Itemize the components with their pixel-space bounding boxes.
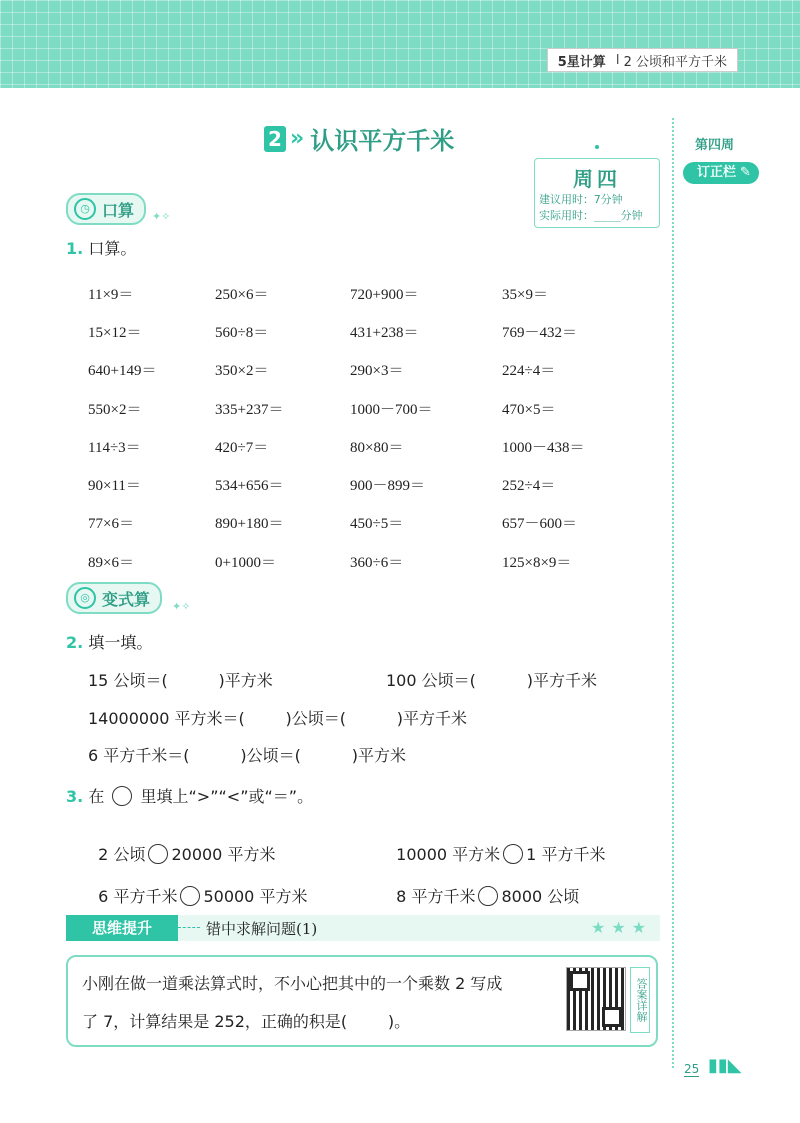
answer-explain-label: 答案详解 (630, 967, 650, 1033)
thinking-bar (66, 915, 660, 941)
day-frame (534, 158, 660, 228)
series-label: 5星计算 (557, 54, 606, 70)
compare-b-right: 1 平方千米 (526, 845, 606, 864)
answer-circle[interactable] (180, 886, 200, 906)
oral-item: 15×12＝ (88, 324, 142, 341)
oral-item: 80×80＝ (350, 439, 404, 456)
lesson-title-text: 认识平方千米 (310, 127, 455, 155)
oral-item: 252÷4＝ (502, 478, 556, 495)
oral-row (88, 389, 628, 427)
oral-item: 560÷8＝ (215, 324, 269, 341)
oral-item: 420÷7＝ (215, 439, 269, 456)
oral-item: 11×9＝ (88, 286, 134, 303)
hang-dot (595, 145, 599, 149)
compare-c (88, 865, 307, 907)
oral-row (88, 312, 628, 350)
compare-b (386, 823, 605, 865)
correction-column-line (672, 118, 675, 1068)
thinking-subtitle: 错中求解问题(1) (206, 920, 318, 938)
oral-item: 900－899＝ (350, 478, 426, 495)
answer-circle[interactable] (478, 886, 498, 906)
question-1-text: 口算。 (88, 239, 137, 258)
answer-circle[interactable] (148, 844, 168, 864)
oral-item: 431+238＝ (350, 324, 419, 341)
dash-divider (178, 927, 200, 928)
oral-item: 250×6＝ (215, 286, 269, 303)
oral-grid (88, 274, 628, 580)
compare-d-left: 8 平方千米 (396, 887, 476, 906)
pencil-icon: ✎ (740, 165, 751, 180)
compare-c-right: 50000 平方米 (203, 887, 308, 906)
question-3-pre: 在 (88, 787, 105, 806)
blank-circle-icon (112, 786, 132, 806)
page-header-band (0, 0, 800, 88)
question-1 (66, 236, 136, 259)
compare-c-left: 6 平方千米 (98, 887, 178, 906)
oral-item: 534+656＝ (215, 478, 284, 495)
oral-row (88, 465, 628, 503)
sparkle-icon: ✦✧ (152, 210, 171, 223)
section-oral-badge (66, 193, 146, 225)
fill-line-3: 6 平方千米＝( )公顷＝( )平方米 (88, 746, 406, 765)
star-rating-icon: ★★★ (590, 918, 652, 937)
oral-item: 769－432＝ (502, 324, 578, 341)
oral-item: 360÷6＝ (350, 554, 404, 571)
problem-box (66, 955, 658, 1047)
oral-item: 1000－438＝ (502, 439, 585, 456)
correction-tag (683, 162, 759, 184)
oral-item: 290×3＝ (350, 363, 404, 380)
oral-row (88, 542, 628, 580)
oral-item: 35×9＝ (502, 286, 548, 303)
question-3-number: 3. (66, 787, 84, 806)
thinking-label: 思维提升 (66, 915, 178, 941)
section-variant-label: 变式算 (102, 589, 151, 609)
target-icon: ◎ (74, 587, 96, 609)
lesson-title (264, 121, 454, 156)
oral-item: 224÷4＝ (502, 363, 556, 380)
books-icon: ▮▮◣ (708, 1055, 742, 1076)
question-1-number: 1. (66, 239, 84, 258)
chapter-tag (547, 48, 738, 72)
oral-item: 125×8×9＝ (502, 554, 572, 571)
sparkle-icon: ✦✧ (172, 600, 191, 613)
oral-item: 89×6＝ (88, 554, 134, 571)
oral-item: 720+900＝ (350, 286, 419, 303)
oral-item: 335+237＝ (215, 401, 284, 418)
compare-a (88, 823, 275, 865)
oral-item: 470×5＝ (502, 401, 556, 418)
oral-row (88, 274, 628, 312)
compare-b-left: 10000 平方米 (396, 845, 501, 864)
chevron-icon: » (290, 126, 305, 151)
section-variant-badge (66, 582, 162, 614)
section-oral-label: 口算 (102, 200, 135, 220)
day-name: 周四 (573, 167, 621, 191)
stopwatch-icon: ◷ (74, 198, 96, 220)
oral-row (88, 427, 628, 465)
question-3-post: 里填上“>”“<”或“＝”。 (140, 787, 314, 806)
question-2-text: 填一填。 (88, 633, 153, 652)
fill-line-2: 14000000 平方米＝( )公顷＝( )平方千米 (88, 709, 468, 728)
qr-code-icon[interactable] (566, 967, 626, 1031)
fill-line-1b: 100 公顷＝( )平方千米 (386, 671, 597, 690)
page-number: 25 (684, 1062, 700, 1076)
lesson-number: 2 (264, 126, 286, 152)
compare-d-right: 8000 公顷 (501, 887, 580, 906)
problem-line-2: 了 7，计算结果是 252，正确的积是( )。 (82, 1012, 411, 1031)
oral-item: 890+180＝ (215, 516, 284, 533)
problem-line-1: 小刚在做一道乘法算式时，不小心把其中的一个乘数 2 写成 (82, 974, 503, 993)
oral-item: 90×11＝ (88, 478, 141, 495)
compare-d (386, 865, 579, 907)
fill-line-1a: 15 公顷＝( )平方米 (88, 671, 273, 690)
chapter-label: 2 公顷和平方千米 (623, 54, 727, 70)
oral-item: 550×2＝ (88, 401, 142, 418)
separator: I (615, 52, 620, 68)
question-2-number: 2. (66, 633, 84, 652)
week-label: 第四周 (695, 138, 735, 153)
suggested-time: 建议用时：7分钟 (539, 193, 623, 206)
oral-item: 657－600＝ (502, 516, 578, 533)
compare-a-right: 20000 平方米 (171, 845, 276, 864)
actual-time: 实际用时：____分钟 (539, 209, 643, 222)
oral-item: 114÷3＝ (88, 439, 141, 456)
oral-item: 0+1000＝ (215, 554, 276, 571)
oral-row (88, 504, 628, 542)
compare-a-left: 2 公顷 (98, 845, 146, 864)
answer-circle[interactable] (503, 844, 523, 864)
oral-row (88, 351, 628, 389)
oral-item: 640+149＝ (88, 363, 157, 380)
question-3 (66, 784, 313, 807)
oral-item: 77×6＝ (88, 516, 134, 533)
correction-label: 订正栏 (697, 165, 737, 180)
question-2 (66, 630, 152, 653)
oral-item: 350×2＝ (215, 363, 269, 380)
oral-item: 450÷5＝ (350, 516, 404, 533)
oral-item: 1000－700＝ (350, 401, 433, 418)
